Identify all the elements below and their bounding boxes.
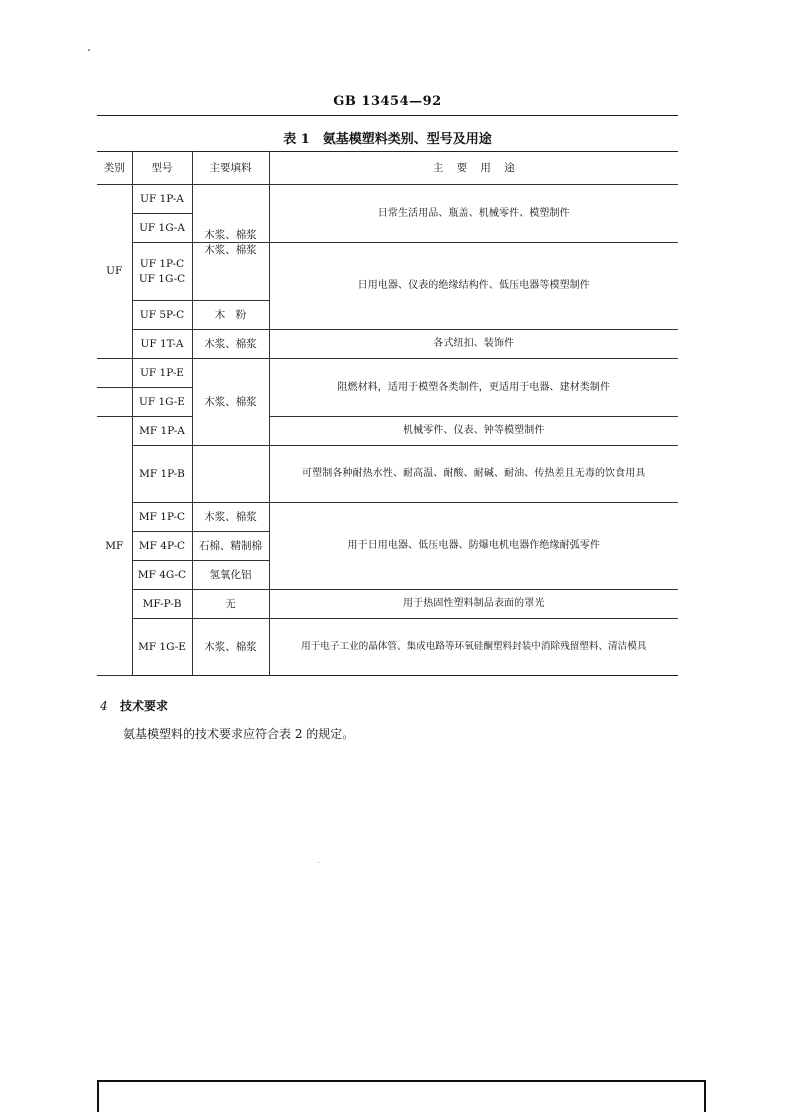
usage-cell: 用于电子工业的晶体管、集成电路等环氧硅酮塑料封装中消除残留塑料、清洁模具 bbox=[269, 619, 678, 676]
table-row bbox=[97, 330, 678, 359]
header-category: 类别 bbox=[97, 152, 132, 185]
header-model: 型号 bbox=[132, 152, 192, 185]
section-number: 4 bbox=[100, 699, 108, 713]
filler-cell: 木浆、棉浆 bbox=[192, 185, 269, 243]
category-cell-mf: MF bbox=[97, 417, 132, 676]
page-header: GB 13454—92 bbox=[333, 94, 442, 109]
usage-cell: 机械零件、仪表、钟等模塑制件 bbox=[269, 417, 678, 446]
table-header-row bbox=[97, 152, 678, 185]
usage-cell: 用于热固性塑料制品表面的罩光 bbox=[269, 590, 678, 619]
usage-cell: 用于日用电器、低压电器、防爆电机电器作绝缘耐弧零件 bbox=[269, 503, 678, 590]
section-title: 技术要求 bbox=[120, 699, 169, 713]
section-heading bbox=[100, 697, 168, 714]
filler-cell: 木浆、棉浆 bbox=[192, 359, 269, 446]
model-cell: MF 1P-A bbox=[132, 417, 192, 446]
table-row bbox=[97, 243, 678, 301]
header-usage: 主 要 用 途 bbox=[269, 152, 678, 185]
category-cell-empty bbox=[97, 359, 132, 388]
filler-cell: 木浆、棉浆 bbox=[192, 503, 269, 532]
model-line: UF 1G-C bbox=[138, 272, 186, 285]
usage-cell: 日常生活用品、瓶盖、机械零件、模塑制件 bbox=[269, 185, 678, 243]
category-cell-empty bbox=[97, 388, 132, 417]
usage-cell: 日用电器、仪表的绝缘结构件、低压电器等模塑制件 bbox=[269, 243, 678, 330]
filler-cell: 木浆、棉浆 bbox=[192, 243, 269, 301]
table-row bbox=[97, 185, 678, 214]
model-cell: MF 4G-C bbox=[132, 561, 192, 590]
filler-cell: 氢氧化铝 bbox=[192, 561, 269, 590]
filler-cell: 木 粉 bbox=[192, 301, 269, 330]
filler-cell: 石棉、精制棉 bbox=[192, 532, 269, 561]
usage-cell: 阻燃材料，适用于模塑各类制件，更适用于电器、建材类制件 bbox=[269, 359, 678, 417]
model-cell: MF 1P-B bbox=[132, 446, 192, 503]
usage-cell: 可塑制各种耐热水性、耐高温、耐酸、耐碱、耐油、传热差且无毒的饮食用具 bbox=[269, 446, 678, 503]
filler-cell: 木浆、棉浆 bbox=[192, 330, 269, 359]
section-body: 氨基模塑料的技术要求应符合表 2 的规定。 bbox=[123, 727, 355, 741]
table-row bbox=[97, 503, 678, 532]
model-cell: MF 1G-E bbox=[132, 619, 192, 676]
table-row bbox=[97, 417, 678, 446]
model-cell: UF 1T-A bbox=[132, 330, 192, 359]
scan-speck bbox=[318, 862, 319, 863]
header-filler: 主要填料 bbox=[192, 152, 269, 185]
filler-cell: 木浆、棉浆 bbox=[192, 619, 269, 676]
model-cell bbox=[132, 243, 192, 301]
table-title: 表 1 氨基模塑料类别、型号及用途 bbox=[283, 132, 492, 147]
category-cell-uf: UF bbox=[97, 185, 132, 359]
model-cell: MF 1P-C bbox=[132, 503, 192, 532]
table-row bbox=[97, 619, 678, 676]
model-line: UF 1P-C bbox=[139, 258, 185, 271]
model-cell: UF 1P-E bbox=[132, 359, 192, 388]
model-cell: UF 1G-A bbox=[132, 214, 192, 243]
bottom-box-border bbox=[97, 1080, 706, 1112]
filler-cell: 无 bbox=[192, 590, 269, 619]
model-cell: UF 1G-E bbox=[132, 388, 192, 417]
model-cell: MF 4P-C bbox=[132, 532, 192, 561]
table-row bbox=[97, 446, 678, 503]
header-rule bbox=[97, 115, 678, 116]
usage-cell: 各式纽扣、装饰件 bbox=[269, 330, 678, 359]
model-cell: UF 5P-C bbox=[132, 301, 192, 330]
table-row bbox=[97, 359, 678, 388]
model-cell: MF-P-B bbox=[132, 590, 192, 619]
filler-cell bbox=[192, 446, 269, 503]
model-cell: UF 1P-A bbox=[132, 185, 192, 214]
scan-speck bbox=[88, 49, 90, 51]
table-row bbox=[97, 590, 678, 619]
category-model-usage-table bbox=[97, 151, 678, 676]
